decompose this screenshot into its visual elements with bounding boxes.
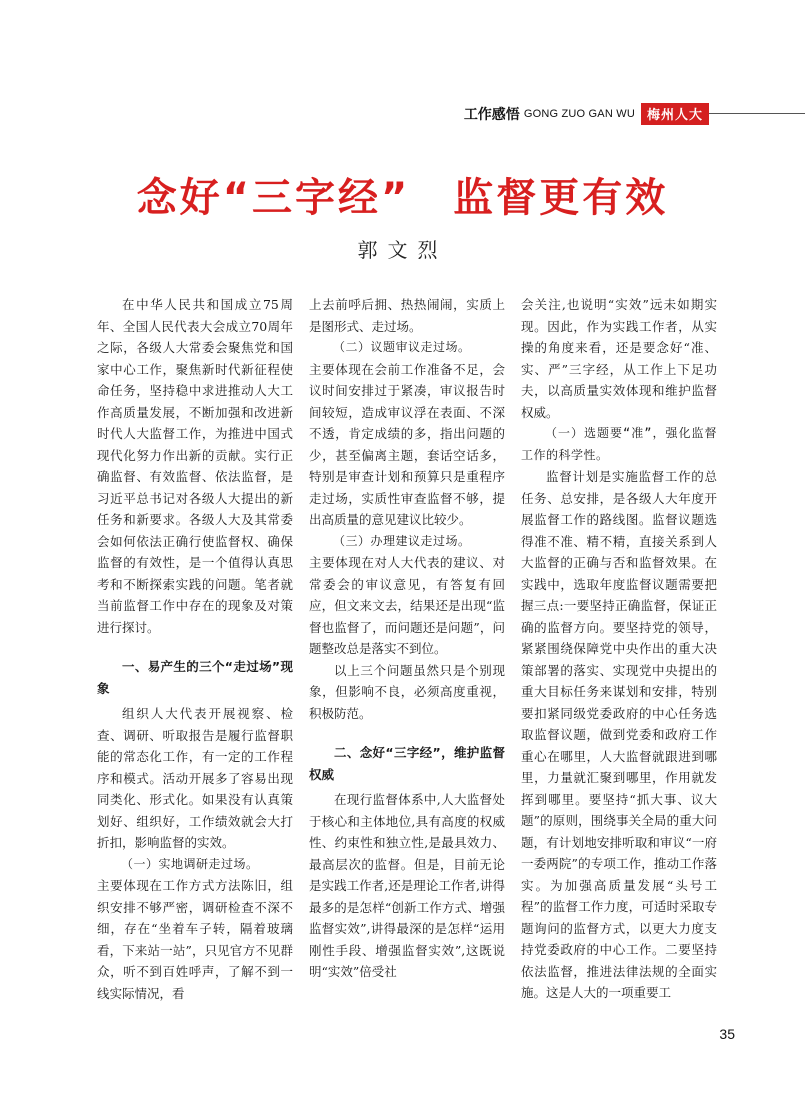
header-rule [709, 113, 805, 114]
paragraph: 以上三个问题虽然只是个别现象，但影响不良，必须高度重视，积极防范。 [309, 662, 505, 721]
paragraph: 会关注,也说明“实效”远未如期实现。因此，作为实践工作者，从实操的角度来看，还是要念好“准、实、严”三字经，从工作上下足功夫，以高质量实效体现和维护监督权威。 [521, 297, 717, 420]
subheading: （一）实地调研走过场。 [121, 856, 259, 871]
article-title: 念好“三字经” 监督更有效 [136, 175, 669, 221]
text-column-2 [309, 294, 505, 983]
text-column-1 [97, 294, 293, 1004]
section-pinyin: GONG ZUO GAN WU [523, 108, 635, 120]
subheading: （一）选题要“准”，强化监督工作的科学性。 [521, 426, 717, 462]
subheading: （三）办理建议走过场。 [333, 533, 471, 548]
section-heading: 二、念好“三字经”，维护监督权威 [309, 745, 505, 782]
section-heading: 一、易产生的三个“走过场”现象 [97, 659, 293, 696]
paragraph: 上去前呼后拥、热热闹闹，实质上是图形式、走过场。 [309, 297, 505, 334]
paragraph: 监督计划是实施监督工作的总任务、总安排，是各级人大年度开展监督工作的路线图。监督议题选得准不准、精不精，直接关系到人大监督的正确与否和监督效果。在实践中，选取年度监督议题需要把握三点:一要坚持正确监督，保证正确的监督方向。要坚持党的领导，紧紧围绕保障党中央作出的重大决策部署的落实、实现党中央提出的重大目标任务来谋划和安排，特别要扣紧同级党委政府的中心任务选取监督议题，做到党委和政府工作重心在哪里，人大监督就跟进到哪里，力量就汇聚到哪里，作用就发挥到哪里。要坚持“抓大事、议大题”的原则，围绕事关全局的重大问题，有计划地安排听取和审议“一府一委两院”的专项工作，推动工作落实。为加强高质量发展“头号工程”的监督工作力度，可适时采取专题询问的监督方式，以更大力度支持党委政府的中心工作。二要坚持依法监督，推进法律法规的全面实施。这是人大的一项重要工 [521, 469, 717, 1000]
page-number: 35 [719, 1026, 735, 1042]
paragraph: 主要体现在对人大代表的建议、对常委会的审议意见，有答复有回应，但文来文去，结果还是出现“监督也监督了，而问题还是问题”，问题整改总是落实不到位。 [309, 555, 505, 656]
article-author: 郭文烈 [357, 238, 448, 262]
page-header [464, 104, 709, 124]
magazine-logo: 梅州人大 [641, 103, 709, 125]
paragraph: 组织人大代表开展视察、检查、调研、听取报告是履行监督职能的常态化工作，有一定的工作程序和模式。活动开展多了容易出现同类化、形式化。如果没有认真策划好、组织好，工作绩效就会大打折扣，影响监督的实效。 [97, 706, 293, 850]
paragraph: 在现行监督体系中,人大监督处于核心和主体地位,具有高度的权威性、约束性和独立性,是最具效力、最高层次的监督。但是，目前无论是实践工作者,还是理论工作者,讲得最多的是怎样“创新工作方式、增强监督实效”,讲得最深的是怎样“运用刚性手段、增强监督实效”,这既说明“实效”倍受社 [309, 792, 505, 979]
text-column-3 [521, 294, 717, 1004]
paragraph: 在中华人民共和国成立75周年、全国人民代表大会成立70周年之际，各级人大常委会聚焦党和国家中心工作，聚焦新时代新征程使命任务，坚持稳中求进推动人大工作高质量发展，不断加强和改进新时代人大监督工作，为推进中国式现代化努力作出新的贡献。实行正确监督、有效监督、依法监督，是习近平总书记对各级人大提出的新任务和新要求。各级人大及其常委会如何依法正确行使监督权、确保监督的有效性，是一个值得认真思考和不断探索实践的问题。笔者就当前监督工作中存在的现象及对策进行探讨。 [97, 297, 293, 635]
section-title: 工作感悟 [463, 107, 520, 123]
subheading: （二）议题审议走过场。 [333, 340, 471, 354]
paragraph: 主要体现在会前工作准备不足，会议时间安排过于紧凑，审议报告时间较短，造成审议浮在表面、不深不透，肯定成绩的多，指出问题的少，甚至偏离主题，套话空话多，特别是审查计划和预算只是重程序走过场，实质性审查监督不够，提出高质量的意见建议比较少。 [309, 361, 505, 527]
paragraph: 主要体现在工作方式方法陈旧，组织安排不够严密，调研检查不深不细，存在“坐着车子转，隔着玻璃看，下来站一站”，只见官方不见群众，听不到百姓呼声，了解不到一线实际情况，看 [97, 878, 293, 1001]
